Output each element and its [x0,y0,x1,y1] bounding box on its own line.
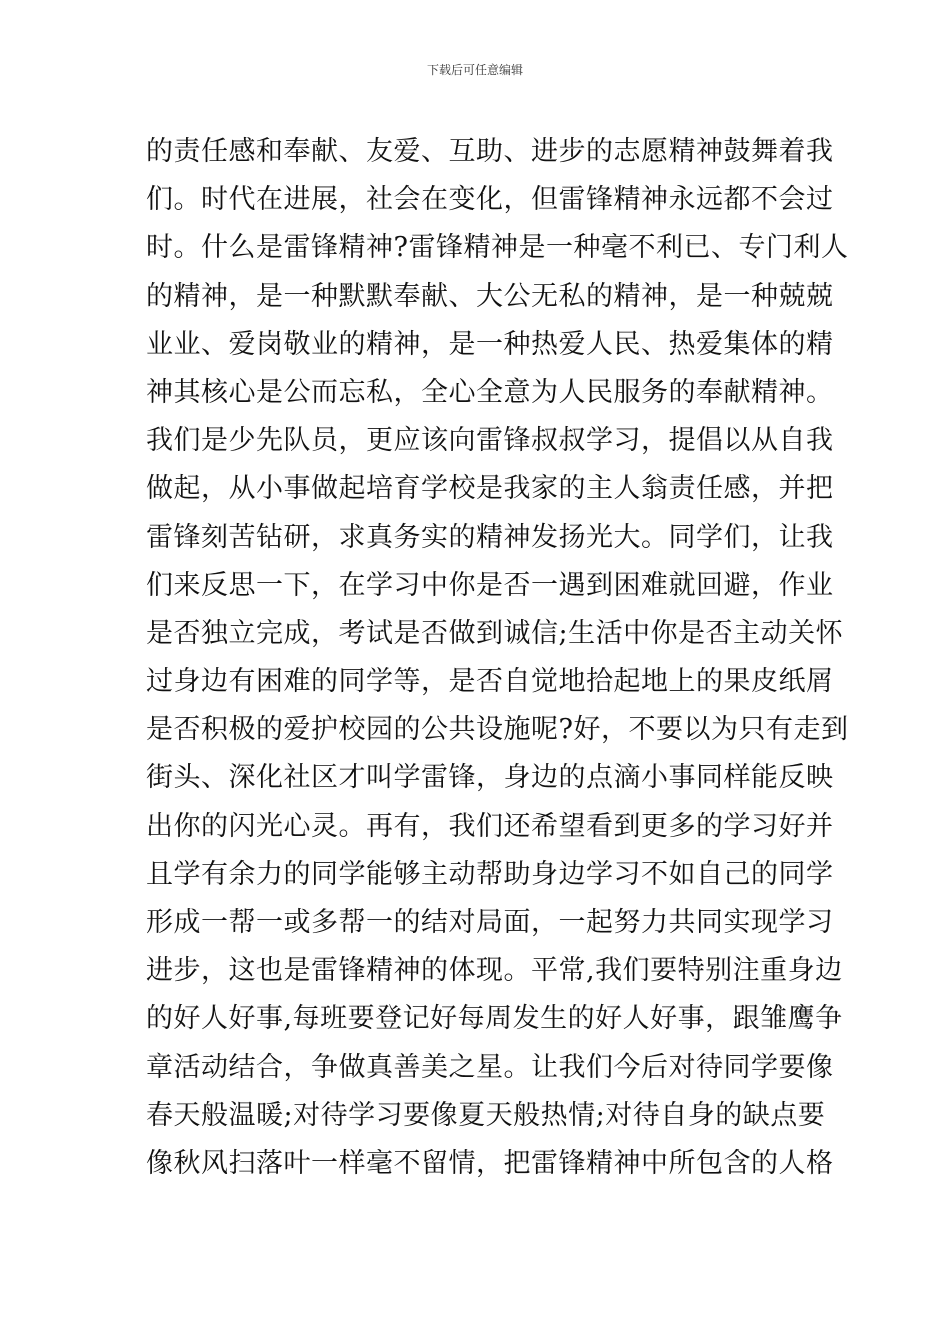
text-line: 形成一帮一或多帮一的结对局面，一起努力共同实现学习 [146,907,834,938]
text-line: 是否独立完成，考试是否做到诚信;生活中你是否主动关怀 [146,617,844,649]
text-line: 雷锋刻苦钻研，求真务实的精神发扬光大。同学们，让我 [146,521,834,553]
text-line: 春天般温暖;对待学习要像夏天般热情;对待自身的缺点要 [146,1099,826,1131]
text-line: 街头、深化社区才叫学雷锋，身边的点滴小事同样能反映 [146,762,834,794]
text-line: 业业、爱岗敬业的精神，是一种热爱人民、热爱集体的精 [146,328,834,360]
text-line: 进步，这也是雷锋精神的体现。平常,我们要特别注重身边 [146,955,843,987]
text-line: 过身边有困难的同学等，是否自觉地拾起地上的果皮纸屑 [146,666,834,698]
text-line: 神其核心是公而忘私，全心全意为人民服务的奉献精神。 [146,376,834,408]
text-line: 做起，从小事做起培育学校是我家的主人翁责任感，并把 [146,473,834,505]
text-line: 章活动结合，争做真善美之星。让我们今后对待同学要像 [146,1051,834,1083]
text-line: 的好人好事,每班要登记好每周发生的好人好事，跟雏鹰争 [146,1003,843,1035]
text-line: 像秋风扫落叶一样毫不留情，把雷锋精神中所包含的人格 [146,1147,834,1179]
text-line: 且学有余力的同学能够主动帮助身边学习不如自己的同学 [146,858,834,890]
text-line: 是否积极的爱护校园的公共设施呢?好，不要以为只有走到 [146,714,849,746]
text-line: 时。什么是雷锋精神?雷锋精神是一种毫不利已、专门利人 [146,232,849,264]
text-line: 出你的闪光心灵。再有，我们还希望看到更多的学习好并 [146,810,834,842]
text-line: 们来反思一下，在学习中你是否一遇到困难就回避，作业 [146,569,834,601]
body-text [146,128,849,1188]
text-line: 我们是少先队员，更应该向雷锋叔叔学习，提倡以从自我 [146,425,834,457]
text-line: 们。时代在进展，社会在变化，但雷锋精神永远都不会过 [146,184,834,216]
page-header: 下载后可任意编辑 [426,63,523,77]
text-line: 的精神，是一种默默奉献、大公无私的精神，是一种兢兢 [146,280,834,312]
text-line: 的责任感和奉献、友爱、互助、进步的志愿精神鼓舞着我 [146,136,834,167]
